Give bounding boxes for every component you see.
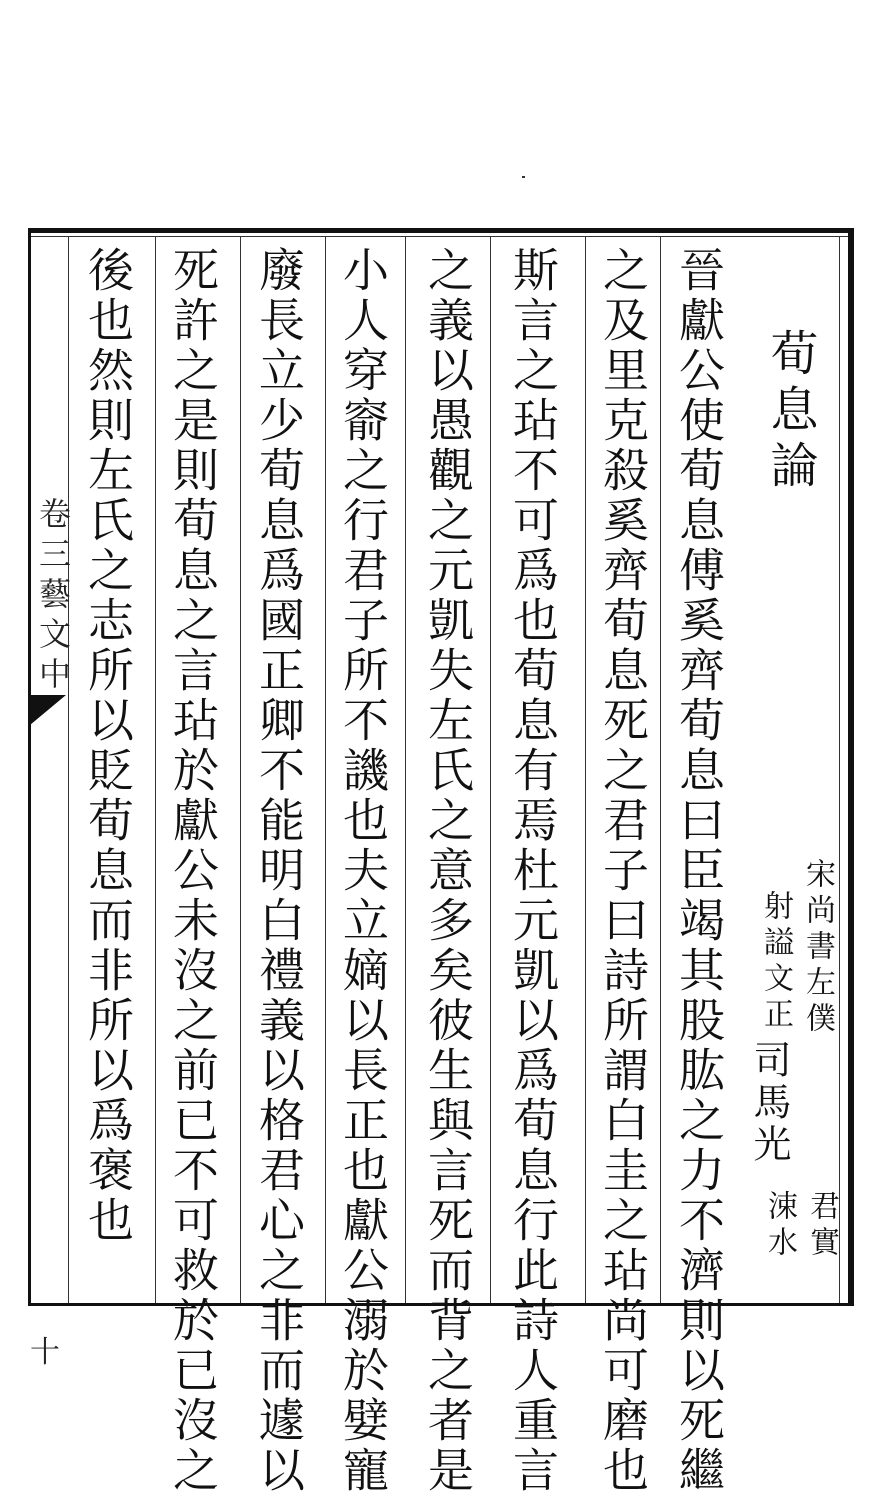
ink-speck <box>522 176 525 178</box>
text-column-7: 死許之是則荀息之言玷於獻公未沒之前已不可救於已沒之 <box>166 246 220 1496</box>
essay-title: 荀息論 <box>762 328 818 496</box>
text-column-8: 後也然則左氏之志所以貶荀息而非所以爲褒也 <box>81 246 135 1246</box>
section-label: 卷三藝文中 <box>34 497 72 697</box>
column-rule <box>585 237 586 1303</box>
frame-right-inner-border <box>839 236 840 1303</box>
column-rule <box>490 237 491 1303</box>
frame-top-border <box>28 228 854 233</box>
frame-top-inner-border <box>28 236 852 237</box>
attribution-line-2: 射謚文正 <box>758 890 793 1034</box>
column-rule <box>68 237 69 1303</box>
folio-number: 十 <box>30 1335 60 1370</box>
text-column-3: 斯言之玷不可爲也荀息有焉杜元凱以爲荀息行此詩人重言 <box>506 246 560 1496</box>
fish-tail-mark <box>30 695 66 725</box>
text-column-5: 小人穿窬之行君子所不譏也夫立嫡以長正也獻公溺於嬖寵 <box>336 246 390 1496</box>
text-column-6: 廢長立少荀息爲國正卿不能明白禮義以格君心之非而遽以 <box>252 246 306 1496</box>
column-rule <box>405 237 406 1303</box>
author-name: 司馬光 <box>747 1040 791 1166</box>
column-rule <box>660 237 661 1303</box>
text-column-2: 之及里克殺奚齊荀息死之君子曰詩所謂白圭之玷尚可磨也 <box>596 246 650 1496</box>
column-rule <box>325 237 326 1303</box>
text-column-1: 晉獻公使荀息傅奚齊荀息曰臣竭其股肱之力不濟則以死繼 <box>672 246 726 1496</box>
column-rule <box>240 237 241 1303</box>
column-rule <box>155 237 156 1303</box>
text-column-4: 之義以愚觀之元凱失左氏之意多矣彼生與言死而背之者是 <box>421 246 475 1496</box>
attribution-line-1: 宋尚書左僕 <box>800 858 835 1038</box>
author-native-place: 涑水 <box>762 1190 797 1262</box>
author-courtesy-name: 君實 <box>804 1190 839 1262</box>
block-center-margin <box>30 237 72 1370</box>
frame-right-border <box>848 228 854 1306</box>
